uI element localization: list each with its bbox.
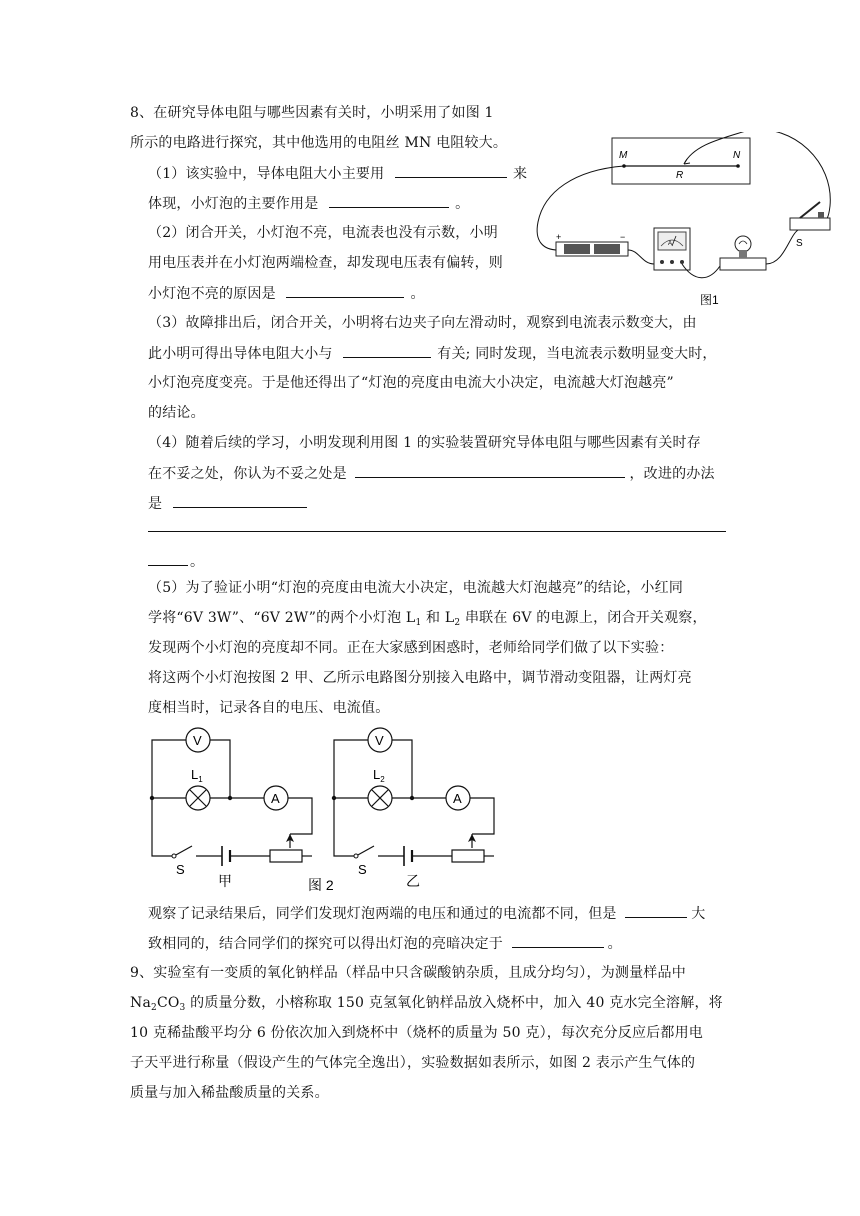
q8-part3-line2 xyxy=(148,343,717,364)
q8-part4-line2 xyxy=(148,463,715,484)
q8-part5-line2 xyxy=(148,608,707,628)
q8-part6-line2 xyxy=(148,933,622,954)
answer-blank[interactable] xyxy=(395,163,507,178)
answer-blank[interactable] xyxy=(343,343,431,358)
q8-part6-text-d: 。 xyxy=(607,936,622,952)
label-m: M xyxy=(619,150,628,161)
answer-blank[interactable] xyxy=(625,903,687,918)
q8-part4-line4 xyxy=(148,551,204,572)
q8-part4-text-e: 。 xyxy=(190,554,205,570)
q8-part3-text-b2: 有关; 同时发现，当电流表示数明显变大时， xyxy=(437,346,717,362)
q8-line-2: 所示的电路进行探究，其中他选用的电阻丝 MN 电阻较大。 xyxy=(130,135,508,151)
q8-part6-text-a: 观察了记录结果后，同学们发现灯泡两端的电压和通过的电流都不同，但是 xyxy=(148,906,617,922)
q8-part5-text-b3: 和 L xyxy=(421,610,455,626)
q9-line-4: 子天平进行称量（假设产生的气体完全逸出），实验数据如表所示，如图 2 表示产生气体的 xyxy=(130,1055,696,1071)
q8-part2-line3 xyxy=(148,283,425,304)
switch xyxy=(790,202,830,249)
q8-part4-text-b1: 在不妥之处，你认为不妥之处是 xyxy=(148,466,347,482)
q8-part1-text-c: 体现，小灯泡的主要作用是 xyxy=(148,196,319,212)
figure-1-circuit xyxy=(534,132,842,312)
q8-part2-text-d: 。 xyxy=(410,286,425,302)
q8-part3-text-b1: 此小明可得出导体电阻大小与 xyxy=(148,346,333,362)
q8-part1-line2 xyxy=(148,193,469,214)
q8-part5-line5: 度相当时，记录各自的电压、电流值。 xyxy=(148,700,390,716)
q9-line-2 xyxy=(130,993,723,1013)
ammeter-label: A xyxy=(271,791,280,806)
circuit-yi xyxy=(334,740,494,866)
q8-part5-line4: 将这两个小灯泡按图 2 甲、乙所示电路图分别接入电路中，调节滑动变阻器，让两灯亮 xyxy=(148,670,692,686)
label-r: R xyxy=(676,170,684,181)
figure-2-caption: 图 2 xyxy=(308,877,334,893)
q8-part2-line1: （2）闭合开关，小灯泡不亮，电流表也没有示数，小明 xyxy=(148,225,498,241)
q9-line-3: 10 克稀盐酸平均分 6 份依次加入到烧杯中（烧杯的质量为 50 克），每次充分反应后都用电 xyxy=(130,1025,703,1041)
svg-text:−: − xyxy=(620,232,626,242)
circuit-jia-label: 甲 xyxy=(218,873,232,889)
switch-label: S xyxy=(176,862,185,877)
q9-line-5: 质量与加入稀盐酸质量的关系。 xyxy=(130,1085,329,1101)
q8-part1-text-d: 。 xyxy=(455,196,470,212)
bulb xyxy=(720,236,766,270)
q8-part3-line4: 的结论。 xyxy=(148,405,205,421)
formula-na: Na xyxy=(130,995,151,1011)
switch-label: S xyxy=(358,862,367,877)
subscript: 1 xyxy=(415,618,422,628)
q8-part3-line1: （3）故障排出后，闭合开关，小明将右边夹子向左滑动时，观察到电流表示数变大，由 xyxy=(148,315,697,331)
answer-blank[interactable] xyxy=(512,933,604,948)
circuit-yi-label: 乙 xyxy=(406,873,420,889)
q8-part4-line3 xyxy=(148,493,313,514)
q8-part2-text-c: 小灯泡不亮的原因是 xyxy=(148,286,276,302)
q8-part6-text-c: 致相同的，结合同学们的探究可以得出灯泡的亮暗决定于 xyxy=(148,936,503,952)
voltmeter-label: V xyxy=(193,733,202,748)
q9-line-1: 9、实验室有一变质的氧化钠样品（样品中只含碳酸钠杂质，且成分均匀），为测量样品中 xyxy=(130,965,686,981)
q8-part4-text-c: 是 xyxy=(148,496,163,512)
q8-part6-text-b: 大 xyxy=(691,906,706,922)
q8-part1-line1 xyxy=(148,163,527,184)
q8-part4-line1: （4）随着后续的学习，小明发现利用图 1 的实验装置研究导体电阻与哪些因素有关时存 xyxy=(148,435,701,451)
answer-blank[interactable] xyxy=(329,193,449,208)
q8-part4-text-b2: ，改进的办法 xyxy=(629,466,715,482)
subscript: 2 xyxy=(151,1003,157,1013)
q8-part1-text-a: （1）该实验中，导体电阻大小主要用 xyxy=(148,166,385,182)
q9-line-2-text: 的质量分数，小榕称取 150 克氢氧化钠样品放入烧杯中，加入 40 克水完全溶解，将 xyxy=(185,995,723,1011)
formula-co: CO xyxy=(156,995,180,1011)
q8-part3-line3: 小灯泡亮度变亮。于是他还得出了“灯泡的亮度由电流大小决定，电流越大灯泡越亮” xyxy=(148,375,674,391)
answer-blank[interactable] xyxy=(148,551,188,566)
q8-line-1: 8、在研究导体电阻与哪些因素有关时，小明采用了如图 1 xyxy=(130,105,494,121)
q8-part6-line1 xyxy=(148,903,705,924)
ammeter xyxy=(654,228,690,270)
q8-part1-text-b: 来 xyxy=(512,166,528,182)
ammeter-label: A xyxy=(668,241,673,247)
q8-part5-text-b1: 学将“6V 3W”、“6V 2W”的两个小灯泡 L xyxy=(148,610,416,626)
label-n: N xyxy=(733,150,741,161)
figure-1-caption: 图1 xyxy=(700,293,719,307)
circuit-jia xyxy=(152,740,312,866)
q8-part5-text-b5: 串联在 6V 的电源上，闭合开关观察， xyxy=(460,610,707,626)
subscript: 3 xyxy=(179,1003,186,1013)
q8-part5-line1: （5）为了验证小明“灯泡的亮度由电流大小决定，电流越大灯泡越亮”的结论，小红同 xyxy=(148,580,684,596)
label-s: S xyxy=(796,238,803,249)
q8-part5-line3: 发现两个小灯泡的亮度却不同。正在大家感到困惑时，老师给同学们做了以下实验： xyxy=(148,640,674,656)
ammeter-label: A xyxy=(453,791,462,806)
q8-part2-line2: 用电压表并在小灯泡两端检查，却发现电压表有偏转，则 xyxy=(148,255,503,271)
answer-blank[interactable] xyxy=(286,283,404,298)
answer-line[interactable] xyxy=(148,531,726,532)
lamp-l2-label: $L_2$ xyxy=(373,767,385,784)
svg-text:+: + xyxy=(556,232,562,242)
lamp-l1-label: $L_1$ xyxy=(191,767,203,784)
answer-blank[interactable] xyxy=(173,493,307,508)
voltmeter-label: V xyxy=(375,733,384,748)
answer-blank[interactable] xyxy=(355,463,625,478)
subscript: 2 xyxy=(454,618,461,628)
battery xyxy=(556,232,628,256)
figure-2-circuits xyxy=(140,722,520,894)
